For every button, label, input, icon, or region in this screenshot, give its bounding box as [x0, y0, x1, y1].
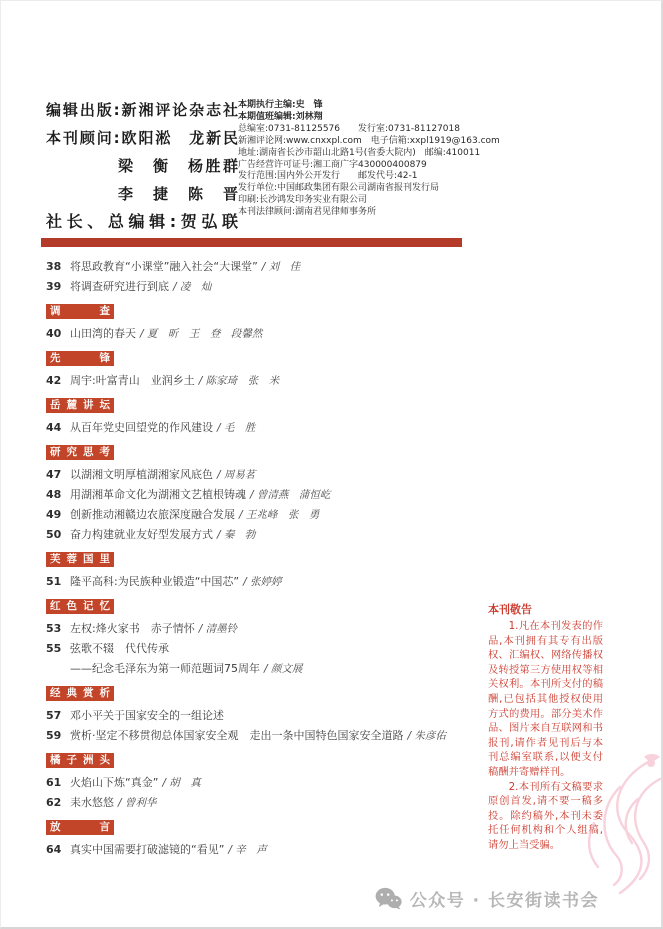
toc-page-number: 61	[46, 776, 62, 789]
toc-page-number: 47	[46, 468, 62, 481]
toc-page-number: 53	[46, 622, 62, 635]
toc-section	[46, 304, 486, 344]
toc-entry	[46, 619, 486, 639]
toc-entry-authors: / 曾清燕 蒲恒屹	[250, 489, 331, 501]
wechat-icon	[375, 887, 402, 910]
toc-entry-title: 从百年党史回望党的作风建设	[70, 421, 213, 434]
section-header: 放言	[46, 820, 114, 835]
ad-license-line: 广告经营许可证号:湘工商广字430000400879	[238, 159, 427, 170]
toc-entry-title: 用湖湘革命文化为湖湘文艺植根铸魂	[70, 488, 246, 501]
toc-entry-title: 弦歌不辍 代代传承	[70, 642, 169, 655]
toc-entry-title: 真实中国需要打破滤镜的“看见”	[70, 843, 225, 856]
legal-counsel-line: 本刊法律顾问:湖南君见律师事务所	[238, 207, 377, 218]
toc-entry	[46, 371, 486, 391]
masthead-left	[46, 96, 238, 236]
toc-entry-authors: / 辛 声	[228, 844, 267, 856]
toc-entry	[46, 726, 486, 746]
toc-section	[46, 257, 486, 297]
toc-page-number: 50	[46, 528, 62, 541]
toc-section	[46, 351, 486, 391]
section-header: 橘子洲头	[46, 753, 114, 768]
publisher-line: 编辑出版:新湘评论杂志社	[46, 101, 238, 119]
section-header: 调查	[46, 304, 114, 319]
section-header: 先锋	[46, 351, 114, 366]
toc-entry-title: 创新推动湘赣边农旅深度融合发展	[70, 508, 235, 521]
toc-entry-authors: / 胡 真	[162, 777, 201, 789]
toc-page-number: 49	[46, 508, 62, 521]
toc-page-number: 64	[46, 843, 62, 856]
toc-entry	[46, 485, 486, 505]
toc-page-number: 55	[46, 642, 62, 655]
masthead-right	[238, 100, 500, 219]
toc-entry	[46, 277, 486, 297]
toc-entry-title: 邓小平关于国家安全的一组论述	[70, 709, 224, 722]
toc-entry-title: 赏析·坚定不移贯彻总体国家安全观 走出一条中国特色国家安全道路	[70, 729, 404, 742]
toc-section	[46, 552, 486, 592]
toc-entry	[46, 257, 486, 277]
toc-section	[46, 820, 486, 860]
toc-entry-authors: / 清墨铃	[198, 623, 238, 635]
phone-line: 总编室:0731-81125576 发行室:0731-81127018	[238, 123, 460, 134]
toc-entry-title: 隆平高科:为民族种业锻造“中国芯”	[70, 575, 240, 588]
toc-entry	[46, 706, 486, 726]
toc-page-number: 39	[46, 280, 62, 293]
toc-entry	[46, 324, 486, 344]
toc-page-number: 44	[46, 421, 62, 434]
toc-page-number: 40	[46, 327, 62, 340]
toc-entry	[46, 840, 486, 860]
toc-section	[46, 753, 486, 813]
toc-entry-title: 将思政教育“小课堂”融入社会“大课堂”	[70, 260, 258, 273]
toc-entry-title: 将调查研究进行到底	[70, 280, 169, 293]
toc-entry	[46, 572, 486, 592]
toc-entry-subtitle: ——纪念毛泽东为第一师范题词75周年	[70, 662, 260, 675]
toc-entry-title: 耒水悠悠	[70, 796, 114, 809]
toc-entry	[46, 525, 486, 545]
toc-entry-title: 奋力构建就业友好型发展方式	[70, 528, 213, 541]
toc-entry-authors: / 曾利华	[118, 797, 157, 809]
distribution-unit-line: 发行单位:中国邮政集团有限公司湖南省报刊发行局	[238, 183, 440, 194]
toc-entry	[46, 773, 486, 793]
toc-section	[46, 398, 486, 438]
toc-page-number: 51	[46, 575, 62, 588]
toc-entry-title: 火焰山下炼“真金”	[70, 776, 159, 789]
advisors-line-2: 梁 衡 杨胜群	[118, 157, 238, 175]
toc-entry	[46, 418, 486, 438]
toc-section	[46, 686, 486, 746]
toc-entry	[46, 505, 486, 525]
notice-paragraph-1: 1.凡在本刊发表的作品,本刊拥有其专有出版权、汇编权、网络传播权及转授第三方使用权等相关权利。本刊所支付的稿酬,已包括其他授权使用方式的费用。部分美术作品、图片来自互联网和书报刊,请作者见刊后与本刊总编室联系,以便支付稿酬并寄赠样刊。	[488, 620, 603, 778]
section-header: 红色记忆	[46, 599, 114, 614]
toc-section	[46, 599, 486, 679]
toc-entry	[46, 639, 486, 659]
divider-bar	[41, 238, 462, 247]
toc-entry-title: 以湖湘文明厚植湖湘家风底色	[70, 468, 213, 481]
notice-paragraph-2: 2.本刊所有文稿要求原创首发,请不要一稿多投。除约稿外,本刊未委托任何机构和个人组稿,请勿上当受骗。	[488, 780, 603, 851]
section-header: 岳麓讲坛	[46, 398, 114, 413]
section-header: 研究思考	[46, 445, 114, 460]
chief-editor-line: 社长、总编辑:贺弘联	[46, 212, 238, 231]
toc-entry-authors: / 毛 胜	[217, 422, 256, 434]
section-header: 经典赏析	[46, 686, 114, 701]
section-header: 芙蓉国里	[46, 552, 114, 567]
table-of-contents	[46, 257, 486, 860]
toc-entry-authors: / 秦 勃	[217, 529, 256, 541]
toc-entry-authors: / 朱彦佑	[407, 730, 446, 742]
duty-editor-line: 本期值班编辑:刘林翔	[238, 111, 323, 122]
toc-section	[46, 445, 486, 545]
toc-entry-authors: / 陈家琦 张 米	[198, 375, 280, 387]
advisors-line-1: 本刊顾问:欧阳淞 龙新民	[46, 129, 238, 147]
wechat-watermark	[375, 885, 599, 911]
toc-entry-authors: / 周易茗	[217, 469, 256, 481]
executive-editor-line: 本期执行主编:史 锋	[238, 100, 323, 110]
toc-entry-authors: / 夏 昕 王 登 段馨然	[140, 328, 263, 340]
wechat-watermark-label: 公众号 · 长安街读书会	[409, 890, 599, 911]
distribution-scope-line: 发行范围:国内外公开发行 邮发代号:42-1	[238, 171, 418, 182]
toc-page-number: 48	[46, 488, 62, 501]
address-line: 地址:湖南省长沙市韶山北路1号(省委大院内) 邮编:410011	[238, 147, 481, 158]
toc-page-number: 42	[46, 374, 62, 387]
toc-entry-authors: / 王兆峰 张 勇	[239, 509, 320, 521]
toc-page-number: 59	[46, 729, 62, 742]
toc-entry-title: 山田湾的春天	[70, 327, 136, 340]
toc-entry-title: 周宇:叶富青山 业润乡土	[70, 374, 195, 387]
toc-entry-title: 左权:烽火家书 赤子情怀	[70, 622, 195, 635]
toc-entry-subtitle-row	[46, 659, 486, 679]
toc-page-number: 38	[46, 260, 62, 273]
phoenix-watermark	[554, 753, 663, 901]
advisors-line-3: 李 捷 陈 晋	[118, 185, 238, 203]
website-email-line: 新湘评论网:www.cnxxpl.com 电子信箱:xxpl1919@163.com	[238, 135, 500, 146]
toc-entry	[46, 465, 486, 485]
toc-entry-authors: / 凌 灿	[173, 281, 212, 293]
toc-page-number: 62	[46, 796, 62, 809]
toc-entry-authors: / 颜文展	[264, 663, 303, 675]
notice-title: 本刊敬告	[488, 603, 532, 616]
toc-entry	[46, 793, 486, 813]
toc-page-number: 57	[46, 709, 62, 722]
toc-entry-authors: / 刘 佳	[261, 261, 301, 273]
toc-entry-authors: / 张婷婷	[243, 576, 282, 588]
printer-line: 印刷:长沙鸿发印务实业有限公司	[238, 195, 368, 206]
